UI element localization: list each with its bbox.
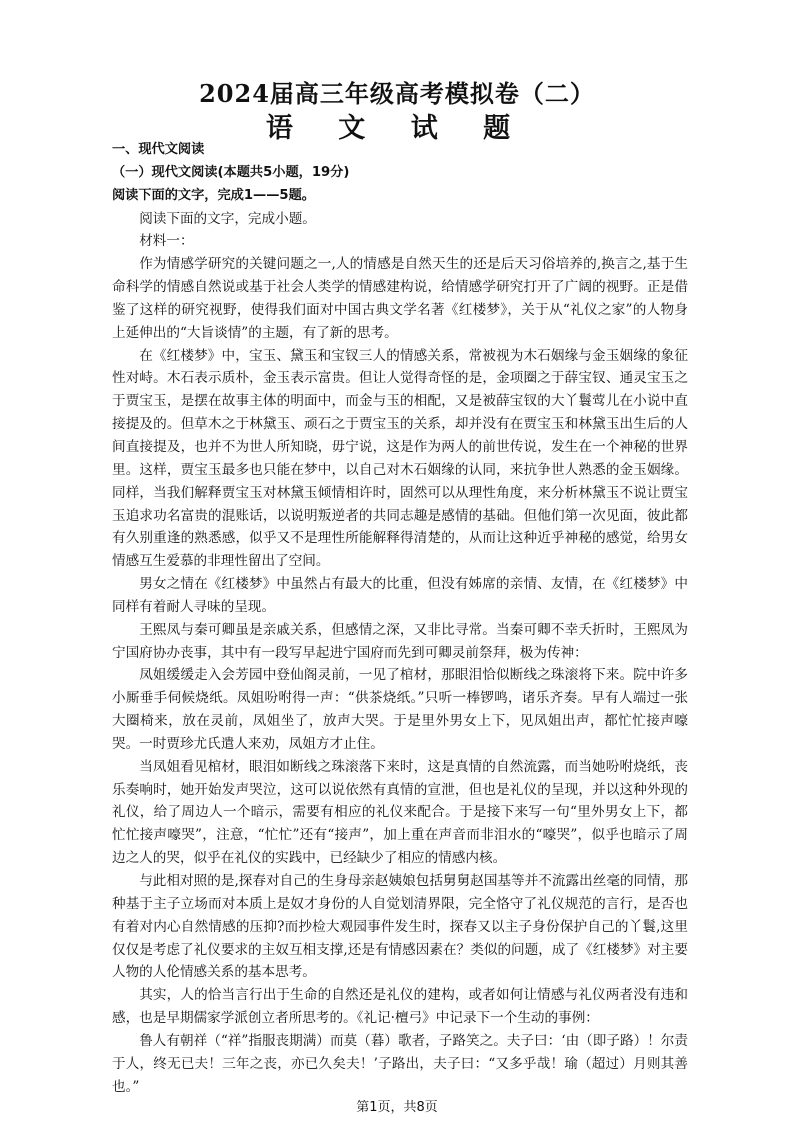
body-paragraph: 当凤姐看见棺材，眼泪如断线之珠滚落下来时，这是真情的自然流露，而当她吩咐烧纸，丧乐奏响时，她开始发声哭泣，这可以说依然有真情的宣泄，但也是礼仪的呈现，并以这种外现的礼仪，给了周边人一个暗示，需要有相应的礼仪来配合。于是接下来写一句“里外男女上下，都忙忙接声嚎哭”，注意，“忙忙”还有“接声”，加上重在声音而非泪水的“嚎哭”，似乎也暗示了周边之人的哭，似乎在礼仪的实践中，已经缺少了相应的情感内核。 bbox=[112, 758, 688, 867]
body-paragraph: 与此相对照的是,探春对自己的生身母亲赵姨娘包括舅舅赵国基等并不流露出丝毫的同情，那种基于主子立场而对本质上是奴才身份的人自觉划清界限，完全恪守了礼仪规范的言行，是否也有着对内心自然情感的压抑?而抄检大观园事件发生时，探春又以主子身份保护自己的丫鬟,这里仅仅是考虑了礼仪要求的主奴互相支撑,还是有情感因素在？类似的问题，成了《红楼梦》对主要人物的人伦情感关系的基本思考。 bbox=[112, 873, 688, 981]
section-subheading: （一）现代文阅读(本题共5小题，19分) bbox=[112, 164, 350, 180]
exam-subject-title: 语 文 试 题 bbox=[265, 113, 529, 144]
quoted-passage: 鲁人有朝祥（“祥”指服丧期满）而莫（暮）歌者，子路笑之。夫子曰：‘由（即子路）！尔责于人，终无已夫！三年之丧，亦已久矣夫！’子路出，夫子曰：“又多乎哉！瑜（超过）月则其善也。” bbox=[112, 1032, 688, 1095]
body-paragraph: 其实，人的恰当言行出于生命的自然还是礼仪的建构，或者如何让情感与礼仪两者没有违和感，也是早期儒家学派创立者所思考的。《礼记·檀弓》中记录下一个生动的事例： bbox=[112, 987, 688, 1027]
body-paragraph: 作为情感学研究的关键问题之一,人的情感是自然天生的还是后天习俗培养的,换言之,基于生命科学的情感自然说或基于社会人类学的情感建构说，给情感学研究打开了广阔的视野。正是借鉴了这样的研究视野，使得我们面对中国古典文学名著《红楼梦》，关于从“礼仪之家”的人物身上延伸出的“大旨谈情”的主题，有了新的思考。 bbox=[112, 256, 688, 341]
section-instruction: 阅读下面的文字，完成1——5题。 bbox=[112, 187, 315, 203]
section-instruction-2: 阅读下面的文字，完成小题。 bbox=[139, 210, 316, 227]
page-number: 第1页，共8页 bbox=[356, 1100, 438, 1115]
body-paragraph: 在《红楼梦》中，宝玉、黛玉和宝钗三人的情感关系，常被视为木石姻缘与金玉姻缘的象征性对峙。木石表示质朴，金玉表示富贵。但让人觉得奇怪的是，金项圈之于薛宝钗、通灵宝玉之于贾宝玉，是摆在故事主体的明面中，而金与玉的相配，又是被薛宝钗的大丫鬟莺儿在小说中直接提及的。但草木之于林黛玉、顽石之于贾宝玉的关系，却并没有在贾宝玉和林黛玉出生后的人间直接提及，也并不为世人所知晓，毋宁说，这是作为两人的前世传说，发生在一个神秘的世界里。这样，贾宝玉最多也只能在梦中，以自己对木石姻缘的认同，来抗争世人熟悉的金玉姻缘。同样，当我们解释贾宝玉对林黛玉倾情相许时，固然可以从理性角度，来分析林黛玉不说让贾宝玉追求功名富贵的混账话，以说明叛逆者的共同志趣是感情的基础。但他们第一次见面，彼此都有久别重逢的熟悉感，似乎又不是理性所能解释得清楚的，从而让这种近乎神秘的感觉，给男女情感互生爱慕的非理性留出了空间。 bbox=[112, 347, 688, 570]
section-heading: 一、现代文阅读 bbox=[112, 142, 205, 157]
body-paragraph: 男女之情在《红楼梦》中虽然占有最大的比重，但没有姊席的亲情、友情，在《红楼梦》中同样有着耐人寻味的呈现。 bbox=[112, 576, 688, 615]
material-label: 材料一： bbox=[139, 233, 194, 250]
body-paragraph: 王熙凤与秦可卿虽是亲戚关系，但感情之深，又非比寻常。当秦可卿不幸夭折时，王熙凤为宁国府协办丧事，其中有一段写早起进宁国府而先到可卿灵前祭拜，极为传神： bbox=[112, 621, 688, 661]
exam-title: 2024届高三年级高考模拟卷（二） bbox=[199, 79, 595, 108]
quoted-passage: 凤姐缓缓走入会芳园中登仙阁灵前，一见了棺材，那眼泪恰似断线之珠滚将下来。院中许多小厮垂手伺候烧纸。凤姐吩咐得一声：“供茶烧纸。”只听一棒锣鸣，诸乐齐奏。早有人端过一张大圈椅来，放在灵前，凤姐坐了，放声大哭。于是里外男女上下，见凤姐出声，都忙忙接声嚎哭。一时贾珍尤氏遣人来劝，凤姐方才止住。 bbox=[112, 667, 688, 752]
reading-section bbox=[112, 139, 688, 1098]
